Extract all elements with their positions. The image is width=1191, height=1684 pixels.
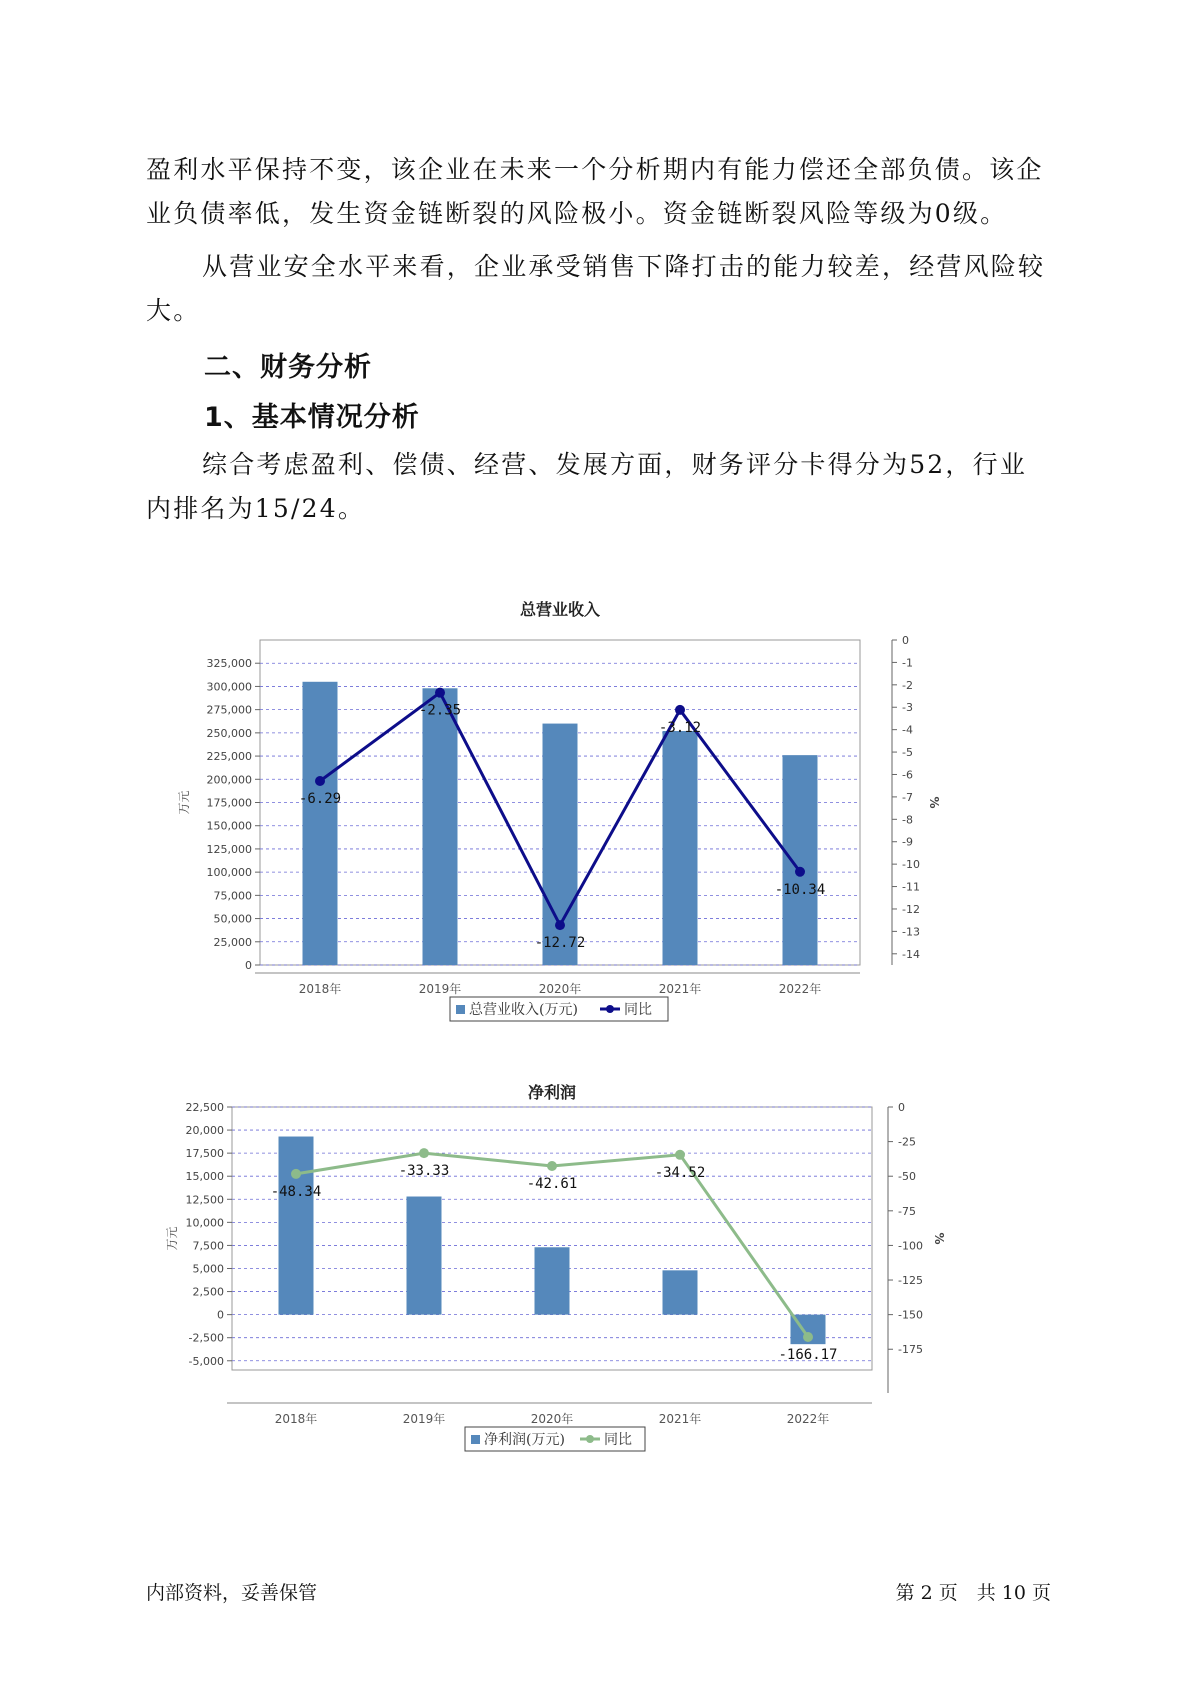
- x-tick-label: 2021年: [658, 982, 702, 996]
- legend-bar-label: 净利润(万元): [484, 1432, 565, 1448]
- x-tick-label: 2018年: [274, 1412, 318, 1426]
- y-tick-label: 75,000: [213, 889, 252, 903]
- x-tick-label: 2019年: [402, 1412, 446, 1426]
- yoy-point: [435, 688, 445, 698]
- y-tick-label: 20,000: [185, 1124, 224, 1138]
- y2-tick-label: -125: [898, 1274, 923, 1288]
- y-tick-label: 325,000: [206, 657, 252, 671]
- yoy-point: [419, 1148, 429, 1158]
- y-tick-label: 100,000: [206, 866, 252, 880]
- legend-bar-swatch: [456, 1005, 465, 1014]
- y2-tick-label: -3: [902, 701, 913, 715]
- y-tick-label: 5,000: [192, 1262, 224, 1276]
- y-tick-label: 50,000: [213, 912, 252, 926]
- y-tick-label: 25,000: [213, 935, 252, 949]
- bar: [783, 755, 818, 965]
- section-heading: 二、财务分析: [204, 352, 372, 383]
- y-tick-label: 225,000: [206, 750, 252, 764]
- y2-tick-label: -10: [902, 858, 920, 872]
- chart-title: 净利润: [527, 1083, 577, 1102]
- data-label: -10.34: [774, 881, 826, 898]
- y2-tick-label: -1: [902, 656, 913, 670]
- yoy-point: [675, 1150, 685, 1160]
- y-axis-label: 万元: [177, 790, 191, 815]
- bar: [663, 1270, 698, 1314]
- paragraph-1: 盈利水平保持不变，该企业在未来一个分析期内有能力偿还全部负债。该企业负债率低，发生资金链断裂的风险极小。资金链断裂风险等级为0级。: [146, 155, 1044, 228]
- data-label: -42.61: [526, 1175, 578, 1192]
- x-tick-label: 2020年: [538, 982, 582, 996]
- y2-tick-label: -9: [902, 835, 913, 849]
- net-profit-chart: [165, 1083, 1030, 1550]
- bar: [279, 1137, 314, 1315]
- footer-confidential: 内部资料，妥善保管: [146, 1582, 318, 1604]
- y-tick-label: 0: [217, 1308, 224, 1322]
- x-tick-label: 2021年: [658, 1412, 702, 1426]
- y-tick-label: 300,000: [206, 680, 252, 694]
- subsection-heading: 1、基本情况分析: [204, 402, 420, 433]
- y-tick-label: 15,000: [185, 1170, 224, 1184]
- legend-bar-label: 总营业收入(万元): [469, 1002, 578, 1018]
- y-tick-label: 17,500: [185, 1147, 224, 1161]
- y2-axis-label: %: [927, 796, 941, 809]
- y-tick-label: 12,500: [185, 1193, 224, 1207]
- bar: [535, 1247, 570, 1314]
- data-label: -2.35: [418, 702, 462, 719]
- y-tick-label: -5,000: [188, 1354, 224, 1368]
- y-tick-label: 275,000: [206, 703, 252, 717]
- paragraph-3: 综合考虑盈利、偿债、经营、发展方面，财务评分卡得分为52，行业内排名为15/24。: [146, 450, 1028, 523]
- y2-tick-label: -100: [898, 1239, 923, 1253]
- data-label: -12.72: [534, 935, 586, 952]
- data-label: -166.17: [778, 1347, 838, 1364]
- y-tick-label: 10,000: [185, 1216, 224, 1230]
- chart-title: 总营业收入: [519, 600, 601, 619]
- yoy-point: [803, 1332, 813, 1342]
- y-axis-label: 万元: [165, 1226, 179, 1251]
- legend-bar-swatch: [471, 1435, 480, 1444]
- y2-tick-label: -11: [902, 880, 920, 894]
- y2-tick-label: 0: [898, 1101, 905, 1114]
- bar: [303, 682, 338, 965]
- y2-tick-label: 0: [902, 634, 909, 647]
- revenue-chart: [170, 585, 1030, 1035]
- x-tick-label: 2022年: [778, 982, 822, 996]
- y2-tick-label: -175: [898, 1343, 923, 1357]
- paragraph-2: 从营业安全水平来看，企业承受销售下降打击的能力较差，经营风险较大。: [146, 252, 1046, 325]
- y-tick-label: 22,500: [185, 1101, 224, 1114]
- y2-tick-label: -150: [898, 1308, 923, 1322]
- yoy-point: [555, 920, 565, 930]
- yoy-point: [675, 705, 685, 715]
- bar: [407, 1197, 442, 1315]
- y2-tick-label: -12: [902, 902, 920, 916]
- yoy-point: [795, 867, 805, 877]
- yoy-point: [547, 1161, 557, 1171]
- y2-tick-label: -8: [902, 813, 913, 827]
- y2-tick-label: -25: [898, 1135, 916, 1149]
- legend-line-label: 同比: [624, 1002, 652, 1018]
- y-tick-label: 2,500: [192, 1285, 224, 1299]
- x-tick-label: 2019年: [418, 982, 462, 996]
- y2-tick-label: -5: [902, 746, 913, 760]
- legend-line-marker: [606, 1005, 614, 1013]
- x-tick-label: 2022年: [786, 1412, 830, 1426]
- footer-page-number: 第 2 页 共 10 页: [895, 1582, 1051, 1604]
- plot-area: [232, 1107, 872, 1370]
- y2-tick-label: -50: [898, 1170, 916, 1184]
- y2-tick-label: -2: [902, 678, 913, 692]
- bar: [423, 688, 458, 965]
- y-tick-label: 150,000: [206, 819, 252, 833]
- data-label: -48.34: [270, 1183, 322, 1200]
- y-tick-label: -2,500: [188, 1331, 224, 1345]
- y-tick-label: 125,000: [206, 842, 252, 856]
- y-tick-label: 200,000: [206, 773, 252, 787]
- x-tick-label: 2018年: [298, 982, 342, 996]
- y2-tick-label: -6: [902, 768, 913, 782]
- y-tick-label: 250,000: [206, 726, 252, 740]
- y-tick-label: 7,500: [192, 1239, 224, 1253]
- data-label: -34.52: [654, 1164, 706, 1181]
- y-tick-label: 0: [245, 959, 252, 972]
- x-tick-label: 2020年: [530, 1412, 574, 1426]
- yoy-point: [291, 1169, 301, 1179]
- data-label: -3.12: [658, 719, 702, 736]
- y2-tick-label: -4: [902, 723, 913, 737]
- y2-tick-label: -75: [898, 1204, 916, 1218]
- y2-axis-label: %: [932, 1232, 946, 1245]
- yoy-point: [315, 776, 325, 786]
- y2-tick-label: -14: [902, 947, 920, 961]
- legend-line-marker: [586, 1435, 594, 1443]
- y2-tick-label: -7: [902, 790, 913, 804]
- bar: [663, 731, 698, 965]
- data-label: -6.29: [298, 790, 342, 807]
- data-label: -33.33: [398, 1163, 450, 1180]
- legend-line-label: 同比: [604, 1432, 632, 1448]
- y-tick-label: 175,000: [206, 796, 252, 810]
- y2-tick-label: -13: [902, 925, 920, 939]
